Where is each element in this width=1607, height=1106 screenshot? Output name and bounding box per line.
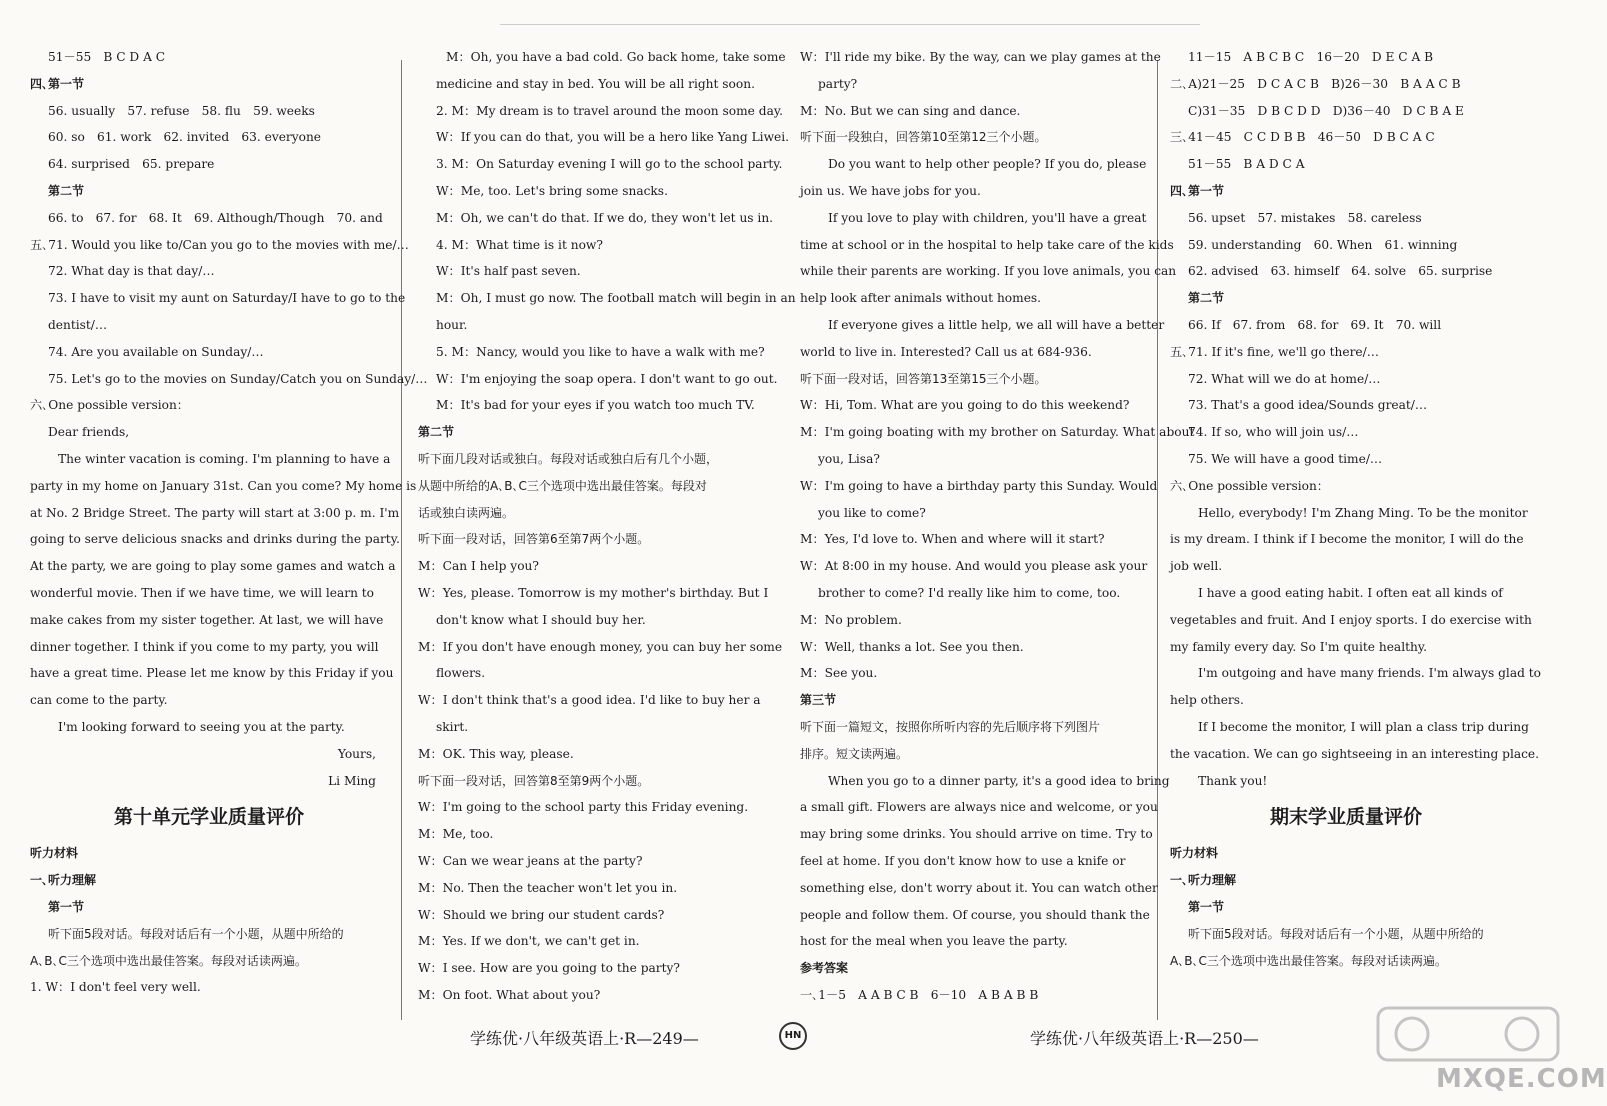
instruction-line: 听下面一段对话，回答第6至第7两个小题。 — [418, 532, 650, 547]
passage-line: something else, don't worry about it. You can watch other — [800, 880, 1158, 895]
section-heading: 第一节 — [1188, 899, 1225, 914]
dialogue-line: W：Me, too. Let's bring some snacks. — [436, 183, 668, 198]
dialogue-line: W：Yes, please. Tomorrow is my mother's birthday. But I — [418, 585, 769, 600]
instruction-line: 听下面5段对话。每段对话后有一个小题，从题中所给的 — [1188, 926, 1484, 941]
dialogue-line: M：Oh, I must go now. The football match will begin in an — [436, 291, 796, 306]
letter-line: I'm looking forward to seeing you at the party. — [58, 719, 345, 734]
answer-line: 二､A)21－25 D C A C B B)26－30 B A A C B — [1170, 76, 1461, 91]
page-249-left-column — [30, 44, 428, 1001]
page-249-right-column — [418, 44, 796, 1009]
letter-line: party in my home on January 31st. Can you come? My home is — [30, 478, 417, 493]
dialogue-line: 1. W：I don't feel very well. — [30, 980, 201, 995]
section-heading: 六､One possible version： — [1170, 478, 1329, 493]
answer-line: 66. to 67. for 68. It 69. Although/Though 70. and — [48, 210, 383, 225]
speech-line: I'm outgoing and have many friends. I'm always glad to — [1198, 666, 1541, 681]
dialogue-line: W：I'm going to have a birthday party this Sunday. Would — [800, 478, 1158, 493]
letter-line: have a great time. Please let me know by this Friday if you — [30, 666, 394, 681]
monologue-line: If you love to play with children, you'll have a great — [828, 210, 1147, 225]
page-footer-249: 学练优·八年级英语上·R—249— — [470, 1029, 699, 1048]
answer-line: 73. That's a good idea/Sounds great/… — [1188, 398, 1428, 413]
speech-line: Thank you! — [1198, 773, 1268, 788]
section-heading: 第一节 — [48, 899, 85, 914]
instruction-line: 话或独白读两遍。 — [418, 505, 515, 520]
answer-line: C)31－35 D B C D D D)36－40 D C B A E — [1188, 103, 1464, 118]
section-heading: 一､听力理解 — [30, 873, 97, 888]
dialogue-line: party? — [818, 76, 858, 91]
letter-signature: Li Ming — [328, 773, 376, 788]
dialogue-line: W：I don't think that's a good idea. I'd like to buy her a — [418, 693, 761, 708]
final-exam-title: 期末学业质量评价 — [1269, 806, 1422, 829]
dialogue-line: M：No. But we can sing and dance. — [800, 103, 1021, 118]
dialogue-line: 3. M：On Saturday evening I will go to the school party. — [436, 157, 783, 172]
letter-line: at No. 2 Bridge Street. The party will start at 3:00 p. m. I'm — [30, 505, 400, 520]
answer-line: 三､41－45 C C D B B 46－50 D B C A C — [1170, 130, 1435, 145]
dialogue-line: W：I'll ride my bike. By the way, can we play games at the — [800, 50, 1161, 64]
dialogue-line: M：No. Then the teacher won't let you in. — [418, 880, 678, 895]
letter-line: The winter vacation is coming. I'm planning to have a — [58, 451, 391, 466]
letter-line: dinner together. I think if you come to my party, you will — [30, 639, 379, 654]
answer-line: 66. If 67. from 68. for 69. It 70. will — [1188, 317, 1442, 332]
answer-line: 73. I have to visit my aunt on Saturday/I have to go to the — [48, 291, 406, 306]
answer-line: 72. What will we do at home/… — [1188, 371, 1381, 386]
speech-line: the vacation. We can go sightseeing in an interesting place. — [1170, 746, 1540, 761]
dialogue-line: brother to come? I'd really like him to come, too. — [818, 585, 1121, 600]
instruction-line: 从题中所给的A､B､C三个选项中选出最佳答案。每段对 — [418, 478, 707, 493]
page-footer-250: 学练优·八年级英语上·R—250— — [1030, 1029, 1259, 1048]
instruction-line: 听下面5段对话。每段对话后有一个小题，从题中所给的 — [48, 926, 344, 941]
dialogue-line: 4. M：What time is it now? — [436, 237, 603, 252]
watermark-text: MXQE.COM — [1436, 1064, 1607, 1094]
instruction-line: 听下面一段对话，回答第13至第15三个小题。 — [800, 371, 1047, 386]
dialogue-line: M：Oh, you have a bad cold. Go back home, take some — [446, 50, 786, 64]
section-heading: 第二节 — [418, 425, 455, 440]
answer-line: 59. understanding 60. When 61. winning — [1188, 237, 1458, 252]
monologue-line: while their parents are working. If you love animals, you can — [800, 264, 1177, 279]
dialogue-line: skirt. — [436, 719, 469, 734]
passage-line: host for the meal when you leave the party. — [800, 934, 1068, 949]
dialogue-line: 5. M：Nancy, would you like to have a walk with me? — [436, 344, 765, 359]
answer-line: 62. advised 63. himself 64. solve 65. surprise — [1188, 264, 1493, 279]
section-heading: 参考答案 — [800, 961, 849, 976]
dialogue-line: M：No problem. — [800, 612, 902, 627]
dialogue-line: M：On foot. What about you? — [418, 987, 601, 1002]
answer-line: 一､1－5 A A B C B 6－10 A B A B B — [800, 987, 1039, 1002]
monologue-line: world to live in. Interested? Call us at 684-936. — [800, 344, 1092, 359]
monologue-line: join us. We have jobs for you. — [800, 183, 981, 198]
section-heading: 四､第一节 — [30, 76, 85, 91]
section-heading: 第二节 — [48, 183, 85, 198]
dialogue-line: you, Lisa? — [818, 451, 880, 466]
instruction-line: 听下面一段对话，回答第8至第9两个小题。 — [418, 773, 650, 788]
answer-line: 75. Let's go to the movies on Sunday/Catch you on Sunday/… — [48, 371, 428, 386]
instruction-line: 排序。短文读两遍。 — [800, 746, 909, 761]
answer-line: 56. upset 57. mistakes 58. careless — [1188, 210, 1422, 225]
answer-line: 72. What day is that day/… — [48, 264, 215, 279]
dialogue-line: W：Should we bring our student cards? — [418, 907, 665, 922]
answer-line: 60. so 61. work 62. invited 63. everyone — [48, 130, 322, 145]
speech-line: help others. — [1170, 693, 1244, 708]
top-rule — [500, 24, 1200, 25]
dialogue-line: W：I see. How are you going to the party? — [418, 961, 680, 976]
answer-line: 11－15 A B C B C 16－20 D E C A B — [1188, 50, 1434, 64]
monologue-line: help look after animals without homes. — [800, 291, 1042, 306]
dialogue-line: W：I'm going to the school party this Friday evening. — [418, 800, 749, 815]
dialogue-line: W：If you can do that, you will be a hero like Yang Liwei. — [436, 130, 789, 145]
dialogue-line: you like to come? — [818, 505, 926, 520]
passage-line: a small gift. Flowers are always nice and welcome, or you — [800, 800, 1158, 815]
page-250-right-column — [1170, 44, 1541, 974]
dialogue-line: hour. — [436, 317, 468, 332]
letter-greeting: Dear friends, — [48, 425, 130, 440]
section-heading: 六､One possible version： — [30, 398, 189, 413]
speech-line: vegetables and fruit. And I enjoy sports. I do exercise with — [1170, 612, 1532, 627]
instruction-line: A､B､C三个选项中选出最佳答案。每段对话读两遍。 — [30, 953, 307, 968]
passage-line: people and follow them. Of course, you should thank the — [800, 907, 1150, 922]
unit-10-title: 第十单元学业质量评价 — [113, 806, 304, 829]
answer-line: 74. Are you available on Sunday/… — [48, 344, 264, 359]
dialogue-line: M：OK. This way, please. — [418, 746, 574, 761]
dialogue-line: flowers. — [436, 666, 486, 681]
dialogue-line: M：If you don't have enough money, you can buy her some — [418, 639, 783, 654]
dialogue-line: M：I'm going boating with my brother on Saturday. What about — [800, 425, 1195, 440]
section-heading: 一､听力理解 — [1170, 873, 1237, 888]
dialogue-line: M：Me, too. — [418, 827, 494, 842]
section-heading: 四､第一节 — [1170, 183, 1225, 198]
answer-line: 五､71. Would you like to/Can you go to the movies with me/… — [30, 237, 409, 252]
answer-line: 51－55 B A D C A — [1188, 157, 1305, 172]
answer-line: 五､71. If it's fine, we'll go there/… — [1170, 344, 1379, 359]
dialogue-line: don't know what I should buy her. — [436, 612, 646, 627]
dialogue-line: medicine and stay in bed. You will be all right soon. — [436, 76, 755, 91]
speech-line: Hello, everybody! I'm Zhang Ming. To be the monitor — [1198, 505, 1528, 520]
answer-line: 74. If so, who will join us/… — [1188, 425, 1359, 440]
section-heading: 听力材料 — [1170, 846, 1219, 861]
dialogue-line: W：I'm enjoying the soap opera. I don't want to go out. — [436, 371, 778, 386]
section-heading: 第三节 — [800, 693, 837, 708]
instruction-line: 听下面几段对话或独白。每段对话或独白后有几个小题， — [418, 451, 719, 466]
dialogue-line: M：Can I help you? — [418, 559, 539, 574]
dialogue-line: W：Well, thanks a lot. See you then. — [800, 639, 1024, 654]
instruction-line: A､B､C三个选项中选出最佳答案。每段对话读两遍。 — [1170, 953, 1447, 968]
hn-badge: HN — [779, 1022, 807, 1050]
letter-line: wonderful movie. Then if we have time, we will learn to — [30, 585, 375, 600]
dialogue-line: 2. M：My dream is to travel around the moon some day. — [436, 103, 783, 118]
instruction-line: 听下面一段独白，回答第10至第12三个小题。 — [800, 130, 1047, 145]
section-heading: 听力材料 — [30, 846, 79, 861]
letter-line: can come to the party. — [30, 693, 168, 708]
answer-line: 64. surprised 65. prepare — [48, 157, 215, 172]
instruction-line: 听下面一篇短文，按照你所听内容的先后顺序将下列图片 — [800, 719, 1101, 734]
letter-line: make cakes from my sister together. At last, we will have — [30, 612, 384, 627]
dialogue-line: W：Hi, Tom. What are you going to do this weekend? — [800, 398, 1130, 413]
letter-closing: Yours, — [337, 746, 376, 761]
speech-line: I have a good eating habit. I often eat all kinds of — [1198, 585, 1503, 600]
speech-line: is my dream. I think if I become the monitor, I will do the — [1170, 532, 1524, 547]
column-divider-left — [401, 60, 402, 1020]
speech-line: If I become the monitor, I will plan a class trip during — [1198, 719, 1529, 734]
passage-line: feel at home. If you don't know how to use a knife or — [800, 853, 1126, 868]
dialogue-line: M：It's bad for your eyes if you watch too much TV. — [436, 398, 755, 413]
letter-line: going to serve delicious snacks and drinks during the party. — [30, 532, 400, 547]
dialogue-line: M：See you. — [800, 666, 878, 681]
dialogue-line: M：Oh, we can't do that. If we do, they won't let us in. — [436, 210, 774, 225]
dialogue-line: W：At 8:00 in my house. And would you please ask your — [800, 559, 1148, 574]
dialogue-line: W：It's half past seven. — [436, 264, 581, 279]
dialogue-line: M：Yes. If we don't, we can't get in. — [418, 934, 640, 949]
speech-line: my family every day. So I'm quite healthy. — [1170, 639, 1427, 654]
monologue-line: If everyone gives a little help, we all will have a better — [828, 317, 1165, 332]
answer-line: 56. usually 57. refuse 58. flu 59. weeks — [48, 103, 315, 118]
monologue-line: time at school or in the hospital to help take care of the kids — [800, 237, 1174, 252]
dialogue-line: M：Yes, I'd love to. When and where will it start? — [800, 532, 1105, 547]
passage-line: When you go to a dinner party, it's a good idea to bring — [828, 773, 1170, 788]
answer-line: 51－55 B C D A C — [48, 50, 166, 64]
column-divider-right — [1157, 60, 1158, 1020]
answer-line: 75. We will have a good time/… — [1188, 451, 1383, 466]
dialogue-line: W：Can we wear jeans at the party? — [418, 853, 643, 868]
speech-line: job well. — [1170, 559, 1223, 574]
passage-line: may bring some drinks. You should arrive on time. Try to — [800, 827, 1153, 842]
monologue-line: Do you want to help other people? If you do, please — [828, 157, 1147, 172]
section-heading: 第二节 — [1188, 291, 1225, 306]
letter-line: At the party, we are going to play some games and watch a — [30, 559, 396, 574]
answer-line: dentist/… — [48, 317, 108, 332]
